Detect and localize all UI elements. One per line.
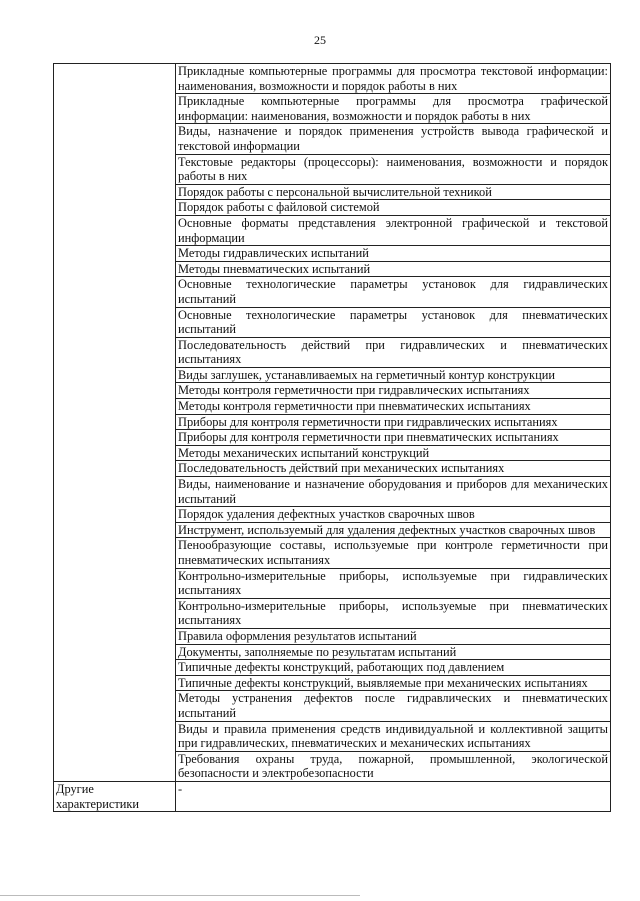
knowledge-label-cell bbox=[54, 64, 176, 782]
knowledge-item: Требования охраны труда, пожарной, промышленной, экологической безопасности и электробезопасности bbox=[176, 751, 611, 781]
knowledge-table bbox=[53, 63, 611, 812]
knowledge-item: Методы гидравлических испытаний bbox=[176, 246, 611, 262]
knowledge-item: Основные технологические параметры установок для гидравлических испытаний bbox=[176, 277, 611, 307]
knowledge-item: Виды, наименование и назначение оборудования и приборов для механических испытаний bbox=[176, 477, 611, 507]
knowledge-item: Пенообразующие составы, используемые при контроле герметичности при пневматических испытаниях bbox=[176, 538, 611, 568]
knowledge-item: Текстовые редакторы (процессоры): наименования, возможности и порядок работы в них bbox=[176, 154, 611, 184]
knowledge-item: Методы контроля герметичности при пневматических испытаниях bbox=[176, 399, 611, 415]
knowledge-item: Методы механических испытаний конструкций bbox=[176, 445, 611, 461]
knowledge-item: Приборы для контроля герметичности при гидравлических испытаниях bbox=[176, 414, 611, 430]
knowledge-item: Порядок удаления дефектных участков сварочных швов bbox=[176, 507, 611, 523]
knowledge-item: Основные форматы представления электронной графической и текстовой информации bbox=[176, 215, 611, 245]
knowledge-item: Виды заглушек, устанавливаемых на герметичный контур конструкции bbox=[176, 367, 611, 383]
knowledge-item: Типичные дефекты конструкций, выявляемые при механических испытаниях bbox=[176, 675, 611, 691]
knowledge-item: Прикладные компьютерные программы для просмотра текстовой информации: наименования, возможности и порядок работы в них bbox=[176, 64, 611, 94]
knowledge-item: Контрольно-измерительные приборы, используемые при гидравлических испытаниях bbox=[176, 568, 611, 598]
knowledge-item: Методы контроля герметичности при гидравлических испытаниях bbox=[176, 383, 611, 399]
knowledge-item: Методы пневматических испытаний bbox=[176, 261, 611, 277]
knowledge-table-body bbox=[54, 64, 611, 812]
knowledge-item: Виды, назначение и порядок применения устройств вывода графической и текстовой информации bbox=[176, 124, 611, 154]
knowledge-item: Последовательность действий при гидравлических и пневматических испытаниях bbox=[176, 337, 611, 367]
other-characteristics-row bbox=[54, 781, 611, 811]
other-characteristics-value: - bbox=[176, 781, 611, 811]
footer-divider bbox=[0, 895, 360, 896]
knowledge-item: Прикладные компьютерные программы для просмотра графической информации: наименования, возможности и порядок работы в них bbox=[176, 94, 611, 124]
knowledge-item: Методы устранения дефектов после гидравлических и пневматических испытаний bbox=[176, 691, 611, 721]
knowledge-item: Порядок работы с персональной вычислительной техникой bbox=[176, 184, 611, 200]
knowledge-item: Типичные дефекты конструкций, работающих под давлением bbox=[176, 660, 611, 676]
knowledge-item: Приборы для контроля герметичности при пневматических испытаниях bbox=[176, 430, 611, 446]
knowledge-item: Инструмент, используемый для удаления дефектных участков сварочных швов bbox=[176, 522, 611, 538]
knowledge-item: Последовательность действий при механических испытаниях bbox=[176, 461, 611, 477]
knowledge-item: Виды и правила применения средств индивидуальной и коллективной защиты при гидравлических, пневматических и механических испытаниях bbox=[176, 721, 611, 751]
knowledge-item: Документы, заполняемые по результатам испытаний bbox=[176, 644, 611, 660]
other-characteristics-label: Другие характеристики bbox=[54, 781, 176, 811]
knowledge-item: Контрольно-измерительные приборы, используемые при пневматических испытаниях bbox=[176, 598, 611, 628]
knowledge-row bbox=[54, 64, 611, 94]
knowledge-item: Основные технологические параметры установок для пневматических испытаний bbox=[176, 307, 611, 337]
page-number: 25 bbox=[314, 33, 326, 47]
knowledge-item: Порядок работы с файловой системой bbox=[176, 200, 611, 216]
knowledge-item: Правила оформления результатов испытаний bbox=[176, 628, 611, 644]
